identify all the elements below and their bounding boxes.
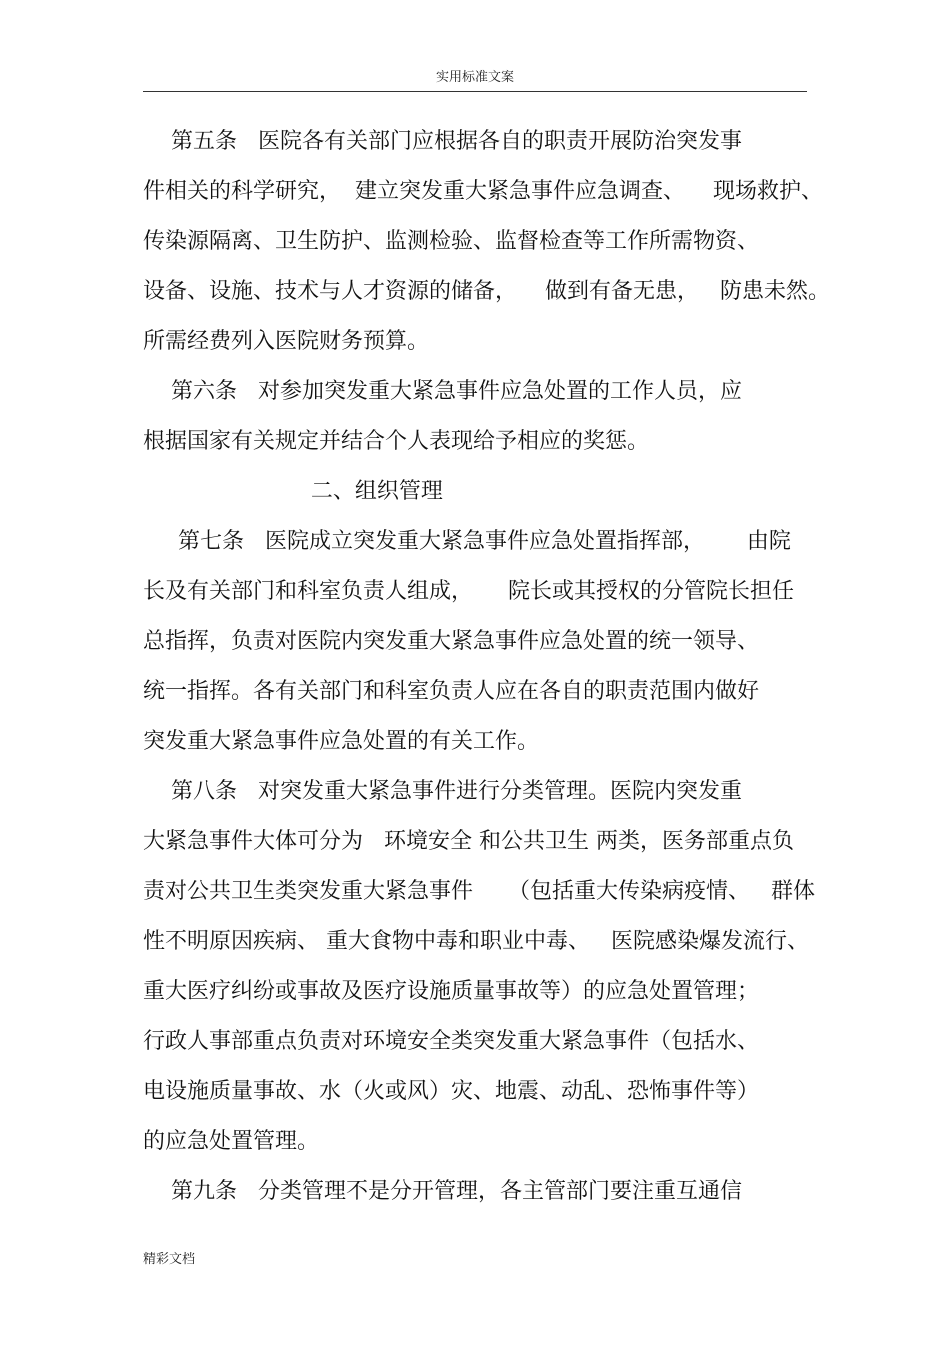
text-line: 长及有关部门和科室负责人组成， 院长或其授权的分管院长担任 (143, 579, 794, 604)
text-line: 件相关的科学研究， 建立突发重大紧急事件应急调查、 现场救护、 (143, 179, 823, 204)
header-divider (143, 91, 807, 92)
text-line: 第六条 对参加突发重大紧急事件应急处置的工作人员，应 (143, 379, 742, 404)
page-header-title: 实用标准文案 (435, 70, 514, 85)
text-line: 设备、设施、技术与人才资源的储备， 做到有备无患， 防患未然。 (143, 279, 830, 304)
text-line: 突发重大紧急事件应急处置的有关工作。 (143, 729, 540, 754)
text-line: 责对公共卫生类突发重大紧急事件 （包括重大传染病疫情、 群体 (143, 879, 815, 904)
text-line: 第五条 医院各有关部门应根据各自的职责开展防治突发事 (143, 129, 742, 154)
text-line: 性不明原因疾病、 重大食物中毒和职业中毒、 医院感染爆发流行、 (143, 929, 809, 954)
text-line: 电设施质量事故、水（火或风）灾、地震、动乱、恐怖事件等） (143, 1079, 760, 1104)
text-line: 根据国家有关规定并结合个人表现给予相应的奖惩。 (143, 429, 650, 454)
text-line: 重大医疗纠纷或事故及医疗设施质量事故等）的应急处置管理； (143, 979, 760, 1004)
page-footer-label: 精彩文档 (143, 1252, 196, 1267)
text-line: 统一指挥。各有关部门和科室负责人应在各自的职责范围内做好 (143, 679, 760, 704)
text-line: 第八条 对突发重大紧急事件进行分类管理。医院内突发重 (143, 779, 742, 804)
text-line: 总指挥，负责对医院内突发重大紧急事件应急处置的统一领导、 (143, 629, 760, 654)
text-line: 的应急处置管理。 (143, 1129, 320, 1154)
text-line: 大紧急事件大体可分为 环境安全 和公共卫生 两类，医务部重点负 (143, 829, 794, 854)
section-heading: 二、组织管理 (143, 479, 443, 504)
text-line: 第七条 医院成立突发重大紧急事件应急处置指挥部， 由院 (143, 529, 791, 554)
text-line: 传染源隔离、卫生防护、监测检验、监督检查等工作所需物资、 (143, 229, 760, 254)
text-line: 第九条 分类管理不是分开管理，各主管部门要注重互通信 (143, 1179, 742, 1204)
text-line: 行政人事部重点负责对环境安全类突发重大紧急事件（包括水、 (143, 1029, 760, 1054)
text-line: 所需经费列入医院财务预算。 (143, 329, 430, 354)
